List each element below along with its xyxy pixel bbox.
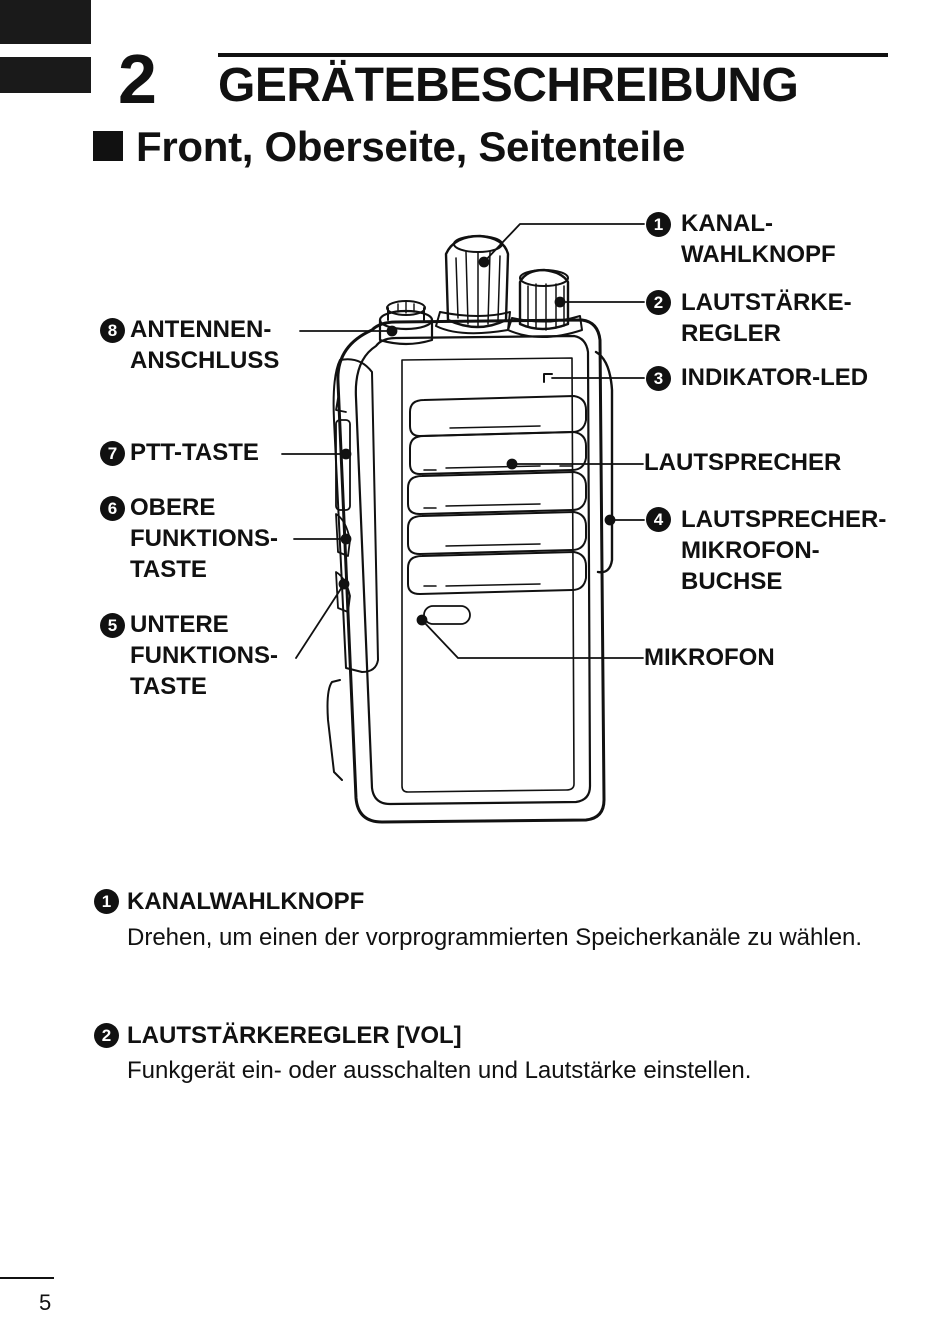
callout-label-ptt: PTT-TASTE	[130, 439, 259, 466]
footer-rule	[0, 1277, 54, 1279]
description-heading-channel-knob: KANALWAHLKNOPF	[127, 888, 365, 915]
description-number-1: 1	[94, 889, 119, 914]
chapter-title: GERÄTEBESCHREIBUNG	[218, 59, 799, 112]
speaker-grille	[408, 396, 586, 594]
section-title: Front, Oberseite, Seitenteile	[136, 123, 686, 170]
callout-number-1: 1	[646, 212, 671, 237]
chapter-number: 2	[118, 40, 157, 118]
description-number-2: 2	[94, 1023, 119, 1048]
page-number: 5	[39, 1290, 52, 1315]
callout-number-8: 8	[100, 318, 125, 343]
callout-label-lower-function-key: UNTERE FUNKTIONS- TASTE	[130, 611, 278, 700]
description-heading-volume: LAUTSTÄRKEREGLER [VOL]	[127, 1022, 462, 1049]
callout-label-indicator-led: INDIKATOR-LED	[681, 364, 869, 391]
callout-label-speaker: LAUTSPRECHER	[644, 449, 842, 476]
callout-label-channel-knob: KANAL- WAHLKNOPF	[681, 210, 836, 268]
description-text-volume: Funkgerät ein- oder ausschalten und Lautstärke einstellen.	[127, 1057, 752, 1084]
callout-number-4: 4	[646, 507, 671, 532]
callout-number-3: 3	[646, 366, 671, 391]
callout-number-5: 5	[100, 613, 125, 638]
callout-number-6: 6	[100, 496, 125, 521]
callout-label-volume: LAUTSTÄRKE- REGLER	[681, 289, 852, 347]
callout-label-speaker-mic-jack: LAUTSPRECHER- MIKROFON- BUCHSE	[681, 506, 887, 595]
description-text-channel-knob: Drehen, um einen der vorprogrammierten Speicherkanäle zu wählen.	[127, 924, 863, 951]
mic-slot	[424, 606, 470, 624]
callout-label-antenna: ANTENNEN- ANSCHLUSS	[130, 316, 280, 374]
channel-knob	[436, 236, 510, 333]
volume-knob	[508, 270, 582, 337]
callout-label-microphone: MIKROFON	[644, 644, 775, 671]
callout-label-upper-function-key: OBERE FUNKTIONS- TASTE	[130, 494, 278, 583]
callout-number-2: 2	[646, 290, 671, 315]
callout-number-7: 7	[100, 441, 125, 466]
